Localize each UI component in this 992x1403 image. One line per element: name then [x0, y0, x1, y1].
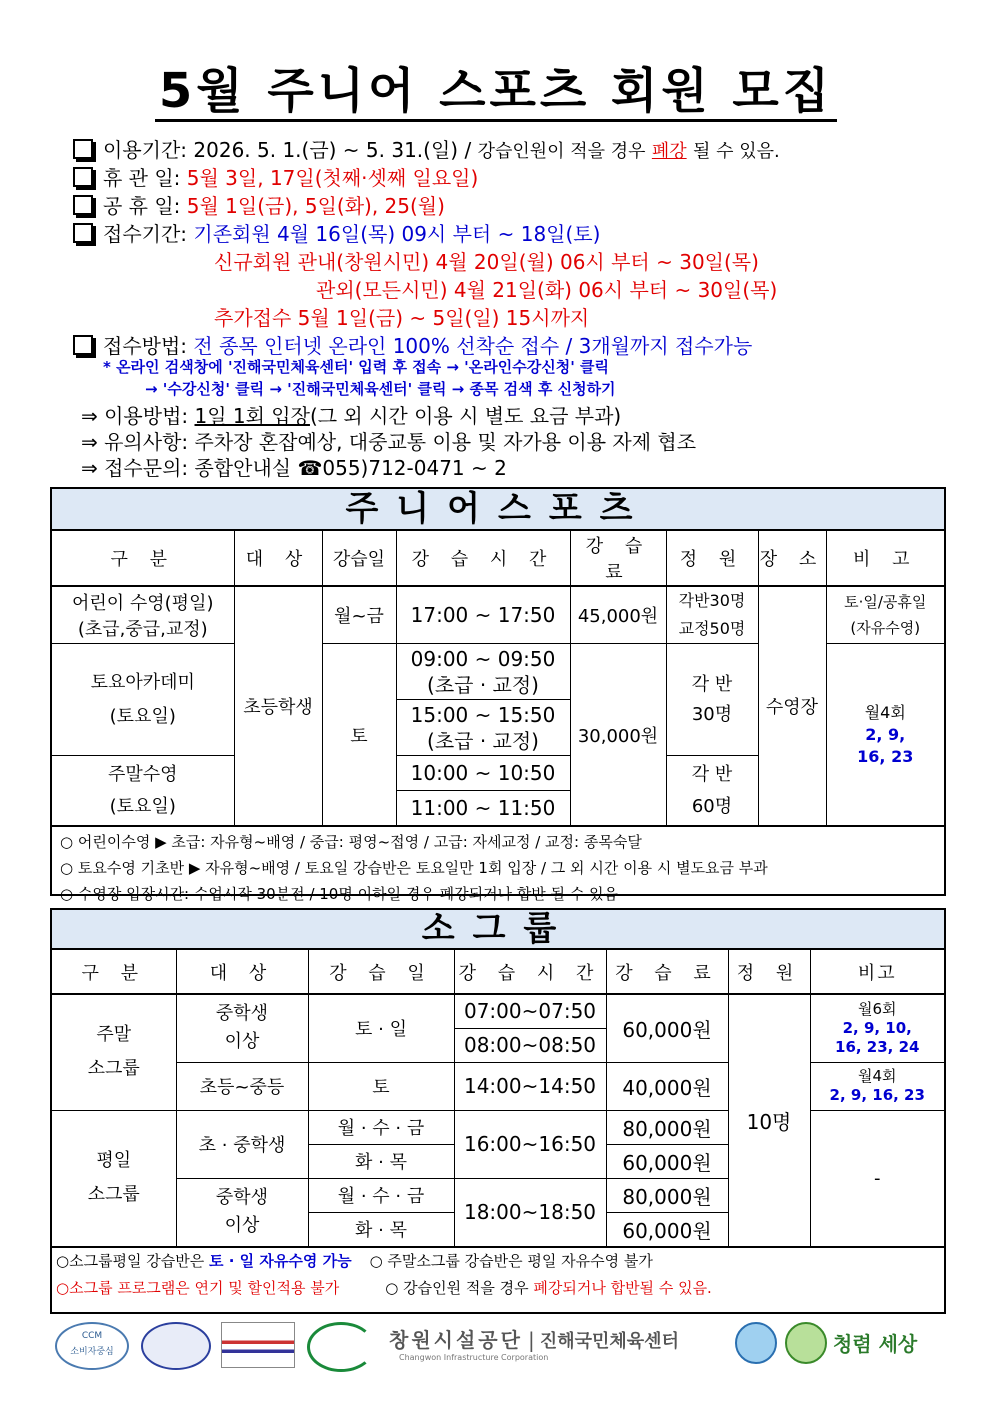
- time-cell: 07:00~07:50: [454, 994, 606, 1028]
- fee-cell: 45,000원: [570, 586, 666, 644]
- fee-cell: 80,000원: [606, 1110, 728, 1144]
- period-row: 이용기간: 2026. 5. 1.(금) ~ 5. 31.(일) / 강습인원이 적을 경우 폐강 될 수 있음.: [73, 134, 780, 163]
- note-cell: 월4회 2, 9, 16, 23: [810, 1062, 944, 1110]
- target-cell: 중학생 이상: [176, 1178, 308, 1246]
- junior-sports-section: [50, 487, 946, 903]
- registration-extra: 추가접수 5월 1일(금) ~ 5일(일) 15시까지: [214, 306, 590, 330]
- fee-cell: 60,000원: [606, 1212, 728, 1246]
- integrity-slogan: 청렴 세상: [833, 1332, 918, 1356]
- target-cell: 초등~중등: [176, 1062, 308, 1110]
- small-group-heading: 소그룹: [52, 910, 944, 950]
- col-header: 비 고: [826, 531, 944, 586]
- capacity-cell: 10명: [728, 994, 810, 1246]
- col-header: 구 분: [52, 531, 234, 586]
- capacity-cell: 각반30명 교정50명: [666, 586, 758, 644]
- col-header: 강 습 시 간: [396, 531, 570, 586]
- holiday-row: 공 휴 일: 5월 1일(금), 5일(화), 25(월): [73, 190, 445, 219]
- capacity-cell: 각 반 60명: [666, 756, 758, 826]
- note-cell: 월6회 2, 9, 10, 16, 23, 24: [810, 994, 944, 1062]
- class-name: 어린이 수영(평일) (초급,중급,교정): [52, 586, 234, 644]
- checkbox-icon: [73, 139, 93, 159]
- capacity-cell: 각 반 30명: [666, 644, 758, 756]
- day-cell: 월 · 수 · 금: [308, 1110, 454, 1144]
- fee-cell: 60,000원: [606, 994, 728, 1062]
- table-row: [52, 1110, 944, 1144]
- award-logo: [221, 1322, 295, 1368]
- table-row: [52, 586, 944, 644]
- footer-logos: [55, 1322, 945, 1372]
- ccm-logo: CCM 소비자중심: [55, 1322, 129, 1370]
- col-header: 강 습 일: [308, 950, 454, 994]
- junior-heading: 주니어스포츠: [52, 489, 944, 531]
- note-line: ○소그룹 프로그램은 연기 및 할인적용 불가 ○ 강습인원 적을 경우 폐강되거나 합반될 수 있음.: [56, 1278, 712, 1297]
- table-row: [52, 1062, 944, 1110]
- registration-row: 접수기간: 기존회원 4월 16일(목) 09시 부터 ~ 18일(토): [73, 218, 600, 247]
- time-cell: 08:00~08:50: [454, 1028, 606, 1062]
- note-cell: -: [810, 1110, 944, 1246]
- time-cell: 18:00~18:50: [454, 1178, 606, 1246]
- col-header: 강습일: [322, 531, 396, 586]
- day-cell: 토: [308, 1062, 454, 1110]
- col-header: 정 원: [666, 531, 758, 586]
- method-note-2: → '수강신청' 클릭 → '진해국민체육센터' 클릭 → 종목 검색 후 신청하기: [145, 380, 616, 398]
- small-group-notes: [52, 1247, 944, 1302]
- day-cell: 화 · 목: [308, 1212, 454, 1246]
- method-note-1: * 온라인 검색창에 '진해국민체육센터' 입력 후 접속 → '온라인수강신청' 클릭: [103, 358, 609, 376]
- day-cell: 토 · 일: [308, 994, 454, 1062]
- usage-row: ⇒ 이용방법: 1일 1회 입장(그 외 시간 이용 시 별도 요금 부과): [81, 404, 622, 428]
- group-type: 주말 소그룹: [52, 994, 176, 1110]
- col-header: 정 원: [728, 950, 810, 994]
- mascot-icon: [735, 1322, 777, 1364]
- col-header: 비고: [810, 950, 944, 994]
- class-name: 주말수영 (토요일): [52, 756, 234, 826]
- time-cell: 16:00~16:50: [454, 1110, 606, 1178]
- col-header: 장 소: [758, 531, 826, 586]
- table-row: [52, 994, 944, 1028]
- col-header: 강 습 료: [570, 531, 666, 586]
- caution-row: ⇒ 유의사항: 주차장 혼잡예상, 대중교통 이용 및 자가용 이용 자제 협조: [81, 430, 697, 454]
- method-row: 접수방법: 전 종목 인터넷 온라인 100% 선착순 접수 / 3개월까지 접수가능: [73, 330, 752, 359]
- phone-icon: ☎: [297, 456, 323, 480]
- time-cell: 09:00 ~ 09:50 (초급 · 교정): [396, 644, 570, 700]
- col-header: 대 상: [234, 531, 322, 586]
- health-logo: [307, 1322, 375, 1372]
- place-cell: 수영장: [758, 586, 826, 826]
- time-cell: 11:00 ~ 11:50: [396, 791, 570, 826]
- fee-cell: 80,000원: [606, 1178, 728, 1212]
- day-cell: 월 · 수 · 금: [308, 1178, 454, 1212]
- certification-logo: [141, 1322, 211, 1370]
- closed-row: 휴 관 일: 5월 3일, 17일(첫째·셋째 일요일): [73, 162, 478, 191]
- day-cell: 토: [322, 644, 396, 826]
- time-cell: 17:00 ~ 17:50: [396, 586, 570, 644]
- class-name: 토요아카데미 (토요일): [52, 644, 234, 756]
- time-cell: 10:00 ~ 10:50: [396, 756, 570, 791]
- group-type: 평일 소그룹: [52, 1110, 176, 1246]
- note-line: ○소그룹평일 강습반은 토 · 일 자유수영 가능 ○ 주말소그룹 강습반은 평일 자유수영 불가: [56, 1251, 653, 1270]
- day-cell: 화 · 목: [308, 1144, 454, 1178]
- checkbox-icon: [73, 223, 93, 243]
- time-cell: 14:00~14:50: [454, 1062, 606, 1110]
- col-header: 강 습 료: [606, 950, 728, 994]
- checkbox-icon: [73, 195, 93, 215]
- corporation-logo: 창원시설공단 | 진해국민체육센터 Changwon Infrastructure Corporation: [389, 1328, 679, 1362]
- target-cell: 중학생 이상: [176, 994, 308, 1062]
- col-header: 강 습 시 간: [454, 950, 606, 994]
- day-cell: 월~금: [322, 586, 396, 644]
- registration-new-in: 신규회원 관내(창원시민) 4월 20일(월) 06시 부터 ~ 30일(목): [214, 250, 759, 274]
- small-group-section: [50, 908, 946, 1314]
- fee-cell: 30,000원: [570, 644, 666, 826]
- small-group-table: [52, 950, 944, 1247]
- note-cell: 월4회 2, 9, 16, 23: [826, 644, 944, 826]
- mascot-icon: [785, 1322, 827, 1364]
- junior-table: [52, 531, 944, 826]
- col-header: 대 상: [176, 950, 308, 994]
- target-cell: 초 · 중학생: [176, 1110, 308, 1178]
- fee-cell: 60,000원: [606, 1144, 728, 1178]
- junior-notes: ○ 어린이수영 ▶ 초급: 자유형~배영 / 중급: 평영~접영 / 고급: 자세교정 / 교정: 종목숙달 ○ 토요수영 기초반 ▶ 자유형~배영 / 토요일 강습반은 토요일만 1회 입장 / 그 외 시간 이용 시 별도요금 부과 ○ 수영장 입장시간: 수업시작 30분전 / 10명 이하일 경우 폐강되거나 합반 될 수 있음: [52, 826, 944, 909]
- registration-new-out: 관외(모든시민) 4월 21일(화) 06시 부터 ~ 30일(목): [316, 278, 778, 302]
- target-cell: 초등학생: [234, 586, 322, 826]
- fee-cell: 40,000원: [606, 1062, 728, 1110]
- checkbox-icon: [73, 167, 93, 187]
- contact-row: ⇒ 접수문의: 종합안내실 ☎055)712-0471 ~ 2: [81, 456, 507, 480]
- time-cell: 15:00 ~ 15:50 (초급 · 교정): [396, 700, 570, 756]
- col-header: 구 분: [52, 950, 176, 994]
- checkbox-icon: [73, 335, 93, 355]
- page-title: 5월 주니어 스포츠 회원 모집: [0, 52, 992, 121]
- note-cell: 토·일/공휴일 (자유수영): [826, 586, 944, 644]
